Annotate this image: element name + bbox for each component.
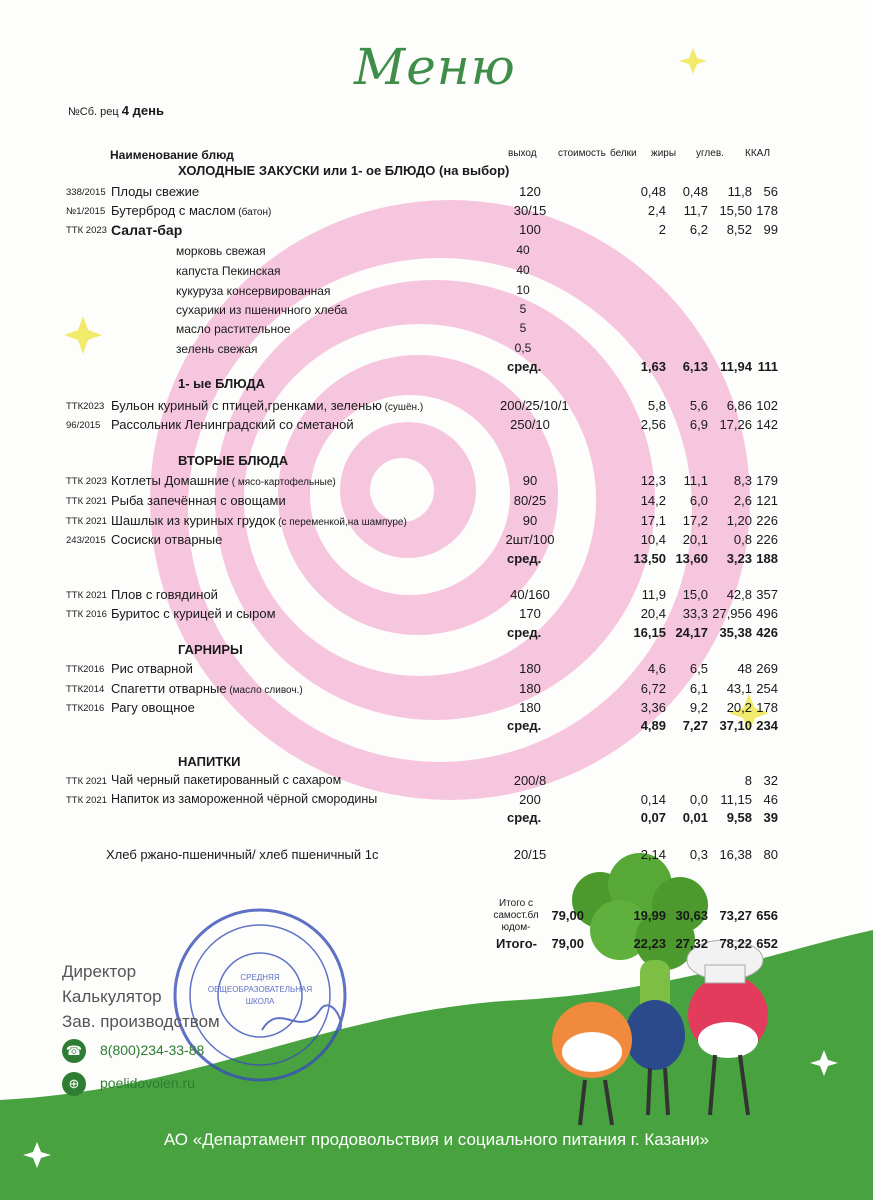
fat-value: 15,0 (682, 587, 708, 602)
fat-avg: 24,17 (675, 625, 708, 640)
dish-output: 180 (519, 700, 541, 715)
kcal-value: 496 (756, 606, 778, 621)
carb-value: 11,15 (720, 792, 752, 807)
dish-output: 80/25 (513, 493, 547, 508)
dish-name: Напиток из замороженной чёрной смородины (111, 792, 378, 806)
carb-avg: 11,94 (720, 359, 752, 374)
ingredient-name: капуста Пекинская (176, 264, 281, 278)
dish-name: Котлеты Домашние ( мясо-картофельные) (111, 473, 336, 488)
recipe-code: ТТК 2023 (66, 225, 107, 236)
carb-value: 16,38 (719, 847, 752, 862)
website-link[interactable]: poelidovolen.ru (100, 1075, 195, 1091)
svg-text:ОБЩЕОБРАЗОВАТЕЛЬНАЯ: ОБЩЕОБРАЗОВАТЕЛЬНАЯ (207, 985, 313, 994)
kcal-avg: 234 (756, 718, 778, 733)
header-out: выход (508, 148, 537, 159)
recipe-code: ТТК2016 (66, 664, 105, 675)
protein-value: 5,8 (647, 398, 666, 413)
kcal-value: 142 (756, 417, 778, 432)
fat-avg: 6,13 (682, 359, 708, 374)
recipe-code: ТТК 2016 (66, 609, 107, 620)
dish-name: Шашлык из куриных грудок (с переменкой,на шампуре) (111, 513, 407, 528)
kcal-value: 269 (756, 661, 778, 676)
total-row: Итого- 79,00 22,23 27,32 78,22 652 (496, 936, 778, 951)
carb-avg: 35,38 (719, 625, 752, 640)
carb-avg: 37,10 (719, 718, 752, 733)
average-label: сред. (507, 810, 542, 825)
menu-row (0, 661, 873, 681)
phone-icon: ☎ (62, 1039, 86, 1063)
recipe-code: ТТК 2021 (66, 795, 107, 806)
protein-value: 12,3 (640, 473, 666, 488)
average-label: сред. (507, 718, 542, 733)
fat-value: 0,0 (689, 792, 708, 807)
recipe-code: ТТК2023 (66, 401, 105, 412)
section-title: НАПИТКИ (178, 754, 241, 769)
protein-value: 17,1 (640, 513, 666, 528)
ingredient-row (0, 341, 873, 361)
kcal-value: 178 (756, 700, 778, 715)
carb-value: 17,26 (719, 417, 752, 432)
carb-value: 8,52 (726, 222, 752, 237)
fat-value: 6,5 (689, 661, 708, 676)
protein-value: 0,48 (640, 184, 666, 199)
dish-output: 170 (519, 606, 541, 621)
dish-output: 180 (519, 681, 541, 696)
fat-value: 6,9 (689, 417, 708, 432)
ingredient-output: 40 (516, 263, 530, 277)
carb-value: 8,3 (733, 473, 752, 488)
total-row: 79,00 19,99 30,63 73,27 656 (551, 908, 778, 923)
section-title: ВТОРЫЕ БЛЮДА (178, 453, 289, 468)
dish-output: 100 (519, 222, 541, 237)
carb-value: 20,2 (726, 700, 752, 715)
fat-value: 5,6 (689, 398, 708, 413)
average-label: сред. (507, 551, 542, 566)
protein-value: 3,36 (640, 700, 666, 715)
dish-output: 90 (522, 473, 538, 488)
protein-value: 11,9 (641, 587, 666, 602)
carb-value: 48 (737, 661, 752, 676)
fat-value: 17,2 (682, 513, 708, 528)
menu-row (0, 606, 873, 626)
fat-value: 11,1 (683, 473, 708, 488)
carb-value: 8 (744, 773, 752, 788)
kcal-value: 179 (756, 473, 778, 488)
fat-avg: 13,60 (675, 551, 708, 566)
menu-row (0, 681, 873, 701)
kcal-value: 80 (763, 847, 778, 862)
average-row (0, 718, 873, 738)
ingredient-output: 40 (516, 243, 530, 257)
average-label: сред. (507, 625, 542, 640)
carb-avg: 9,58 (726, 810, 752, 825)
section-title: ГАРНИРЫ (178, 642, 243, 657)
dish-name: Плоды свежие (111, 184, 200, 199)
menu-row (0, 222, 873, 242)
carb-value: 2,6 (733, 493, 752, 508)
section-title: 1- ые БЛЮДА (178, 376, 265, 391)
dish-name: Рассольник Ленинградский со сметаной (111, 417, 354, 432)
fat-avg: 0,01 (682, 810, 708, 825)
menu-row (0, 417, 873, 437)
dish-name: Рагу овощное (111, 700, 195, 715)
ingredient-name: морковь свежая (176, 244, 266, 258)
recipe-code: ТТК 2021 (66, 516, 107, 527)
header-protein: белки (610, 148, 637, 159)
dish-name: Сосиски отварные (111, 532, 223, 547)
dish-output: 90 (522, 513, 538, 528)
ingredient-row (0, 263, 873, 283)
kcal-value: 357 (756, 587, 778, 602)
kcal-avg: 426 (756, 625, 778, 640)
dish-output: 200/8 (513, 773, 547, 788)
protein-value: 20,4 (640, 606, 666, 621)
kcal-value: 121 (756, 493, 778, 508)
average-row (0, 359, 873, 379)
ingredient-output: 5 (519, 302, 527, 316)
average-row (0, 625, 873, 645)
dish-name: Рыба запечённая с овощами (111, 493, 286, 508)
recipe-code: 338/2015 (66, 187, 106, 198)
carb-value: 11,8 (727, 184, 752, 199)
dish-name: Буритос с курицей и сыром (111, 606, 276, 621)
menu-row (0, 847, 873, 867)
fat-value: 6,0 (689, 493, 708, 508)
dish-name: Салат-бар (111, 222, 183, 238)
recipe-code: ТТК 2021 (66, 590, 107, 601)
dish-output: 180 (519, 661, 541, 676)
carb-value: 6,86 (726, 398, 752, 413)
dish-name: Плов с говядиной (111, 587, 218, 602)
organization-name: АО «Департамент продовольствия и социального питания г. Казани» (163, 1130, 710, 1149)
fat-value: 0,48 (682, 184, 708, 199)
menu-row (0, 532, 873, 552)
protein-value: 0,14 (640, 792, 666, 807)
dish-output: 250/10 (510, 417, 550, 432)
protein-value: 10,4 (640, 532, 666, 547)
production-label: Зав. производством (62, 1012, 220, 1031)
menu-row (0, 398, 873, 418)
header-name: Наименование блюд (110, 148, 234, 162)
sparkle-icon (679, 48, 707, 74)
protein-avg: 13,50 (633, 551, 666, 566)
dish-name: Рис отварной (111, 661, 193, 676)
dish-name: Чай черный пакетированный с сахаром (111, 773, 342, 787)
ingredient-output: 0,5 (514, 341, 532, 355)
ingredient-output: 5 (519, 321, 527, 335)
protein-avg: 16,15 (633, 625, 666, 640)
svg-text:СРЕДНЯЯ: СРЕДНЯЯ (240, 973, 280, 982)
svg-text:ШКОЛА: ШКОЛА (245, 997, 275, 1006)
kcal-value: 32 (763, 773, 778, 788)
protein-value: 2,56 (640, 417, 666, 432)
kcal-value: 178 (756, 203, 778, 218)
fat-value: 0,3 (689, 847, 708, 862)
menu-row (0, 473, 873, 493)
carb-value: 43,1 (726, 681, 752, 696)
phone-number[interactable]: 8(800)234-33-88 (100, 1042, 205, 1058)
ingredient-name: масло растительное (176, 322, 291, 336)
fat-value: 20,1 (682, 532, 708, 547)
header-fat: жиры (651, 148, 677, 159)
protein-avg: 0,07 (640, 810, 666, 825)
dish-output: 30/15 (513, 203, 547, 218)
carb-value: 42,8 (726, 587, 752, 602)
kcal-value: 102 (756, 398, 778, 413)
director-label: Директор (62, 962, 137, 981)
average-row (0, 551, 873, 571)
dish-output: 200 (519, 792, 541, 807)
menu-row (0, 792, 873, 812)
protein-value: 4,6 (647, 661, 666, 676)
menu-row (0, 700, 873, 720)
dish-name: Спагетти отварные (масло сливоч.) (111, 681, 303, 696)
header-cost: стоимость (558, 148, 606, 159)
fat-value: 9,2 (689, 700, 708, 715)
page-title: Меню (354, 38, 516, 96)
ingredient-row (0, 321, 873, 341)
total-label: Итого с самост.бл юдом- (493, 898, 539, 933)
section-title: ХОЛОДНЫЕ ЗАКУСКИ или 1- ое БЛЮДО (на выбор) (178, 163, 510, 178)
dish-output: 40/160 (510, 587, 550, 602)
dish-name: Бульон куриный с птицей,гренками, зеленью (сушён.) (111, 398, 424, 413)
dish-output: 120 (519, 184, 541, 199)
protein-value: 2,14 (640, 847, 666, 862)
header-carb: углев. (696, 148, 724, 159)
protein-value: 2 (658, 222, 666, 237)
kcal-value: 56 (763, 184, 778, 199)
recipe-code: ТТК 2021 (66, 496, 107, 507)
fat-value: 33,3 (682, 606, 708, 621)
protein-avg: 1,63 (640, 359, 666, 374)
ingredient-row (0, 302, 873, 322)
kcal-value: 254 (756, 681, 778, 696)
recipe-code: 96/2015 (66, 420, 101, 431)
menu-row (0, 773, 873, 793)
dish-output: 200/25/10/1 (500, 398, 569, 413)
menu-row (0, 184, 873, 204)
menu-row (0, 587, 873, 607)
protein-value: 2,4 (647, 203, 666, 218)
menu-row (0, 493, 873, 513)
fat-value: 6,2 (689, 222, 708, 237)
average-row (0, 810, 873, 830)
ingredient-name: зелень свежая (176, 342, 258, 356)
carb-value: 27,956 (712, 606, 752, 621)
menu-row (0, 203, 873, 223)
recipe-code: ТТК2014 (66, 684, 105, 695)
kcal-value: 226 (756, 513, 778, 528)
globe-icon: ⊕ (62, 1072, 86, 1096)
recipe-code: ТТК 2023 (66, 476, 107, 487)
protein-value: 14,2 (640, 493, 666, 508)
kcal-avg: 39 (763, 810, 778, 825)
day-label: 4 день (121, 103, 164, 118)
fat-value: 6,1 (689, 681, 708, 696)
protein-avg: 4,89 (640, 718, 666, 733)
kcal-value: 99 (763, 222, 778, 237)
carb-value: 1,20 (726, 513, 752, 528)
ingredient-output: 10 (516, 283, 530, 297)
calculator-label: Калькулятор (62, 987, 162, 1006)
ingredient-name: кукуруза консервированная (176, 284, 331, 298)
menu-row (0, 513, 873, 533)
fat-value: 11,7 (683, 203, 708, 218)
kcal-value: 46 (763, 792, 778, 807)
carb-value: 0,8 (733, 532, 752, 547)
dish-output: 2шт/100 (505, 532, 555, 547)
dish-name: Хлеб ржано-пшеничный/ хлеб пшеничный 1с (106, 847, 379, 862)
fat-avg: 7,27 (682, 718, 708, 733)
ingredient-row (0, 283, 873, 303)
ingredient-name: сухарики из пшеничного хлеба (176, 303, 348, 317)
recipe-code: ТТК2016 (66, 703, 105, 714)
carb-value: 15,50 (719, 203, 752, 218)
recipe-code: ТТК 2021 (66, 776, 107, 787)
dish-output: 20/15 (513, 847, 547, 862)
recipe-book-label: №Сб. рец 4 день (68, 103, 164, 118)
carb-avg: 3,23 (726, 551, 752, 566)
recipe-code: 243/2015 (66, 535, 106, 546)
protein-value: 6,72 (640, 681, 666, 696)
header-kcal: ККАЛ (745, 148, 771, 159)
ingredient-row (0, 243, 873, 263)
average-label: сред. (507, 359, 542, 374)
dish-name: Бутерброд с маслом (батон) (111, 203, 272, 218)
kcal-value: 226 (756, 532, 778, 547)
kcal-avg: 188 (756, 551, 778, 566)
kcal-avg: 111 (757, 359, 778, 374)
recipe-code: №1/2015 (66, 206, 106, 217)
